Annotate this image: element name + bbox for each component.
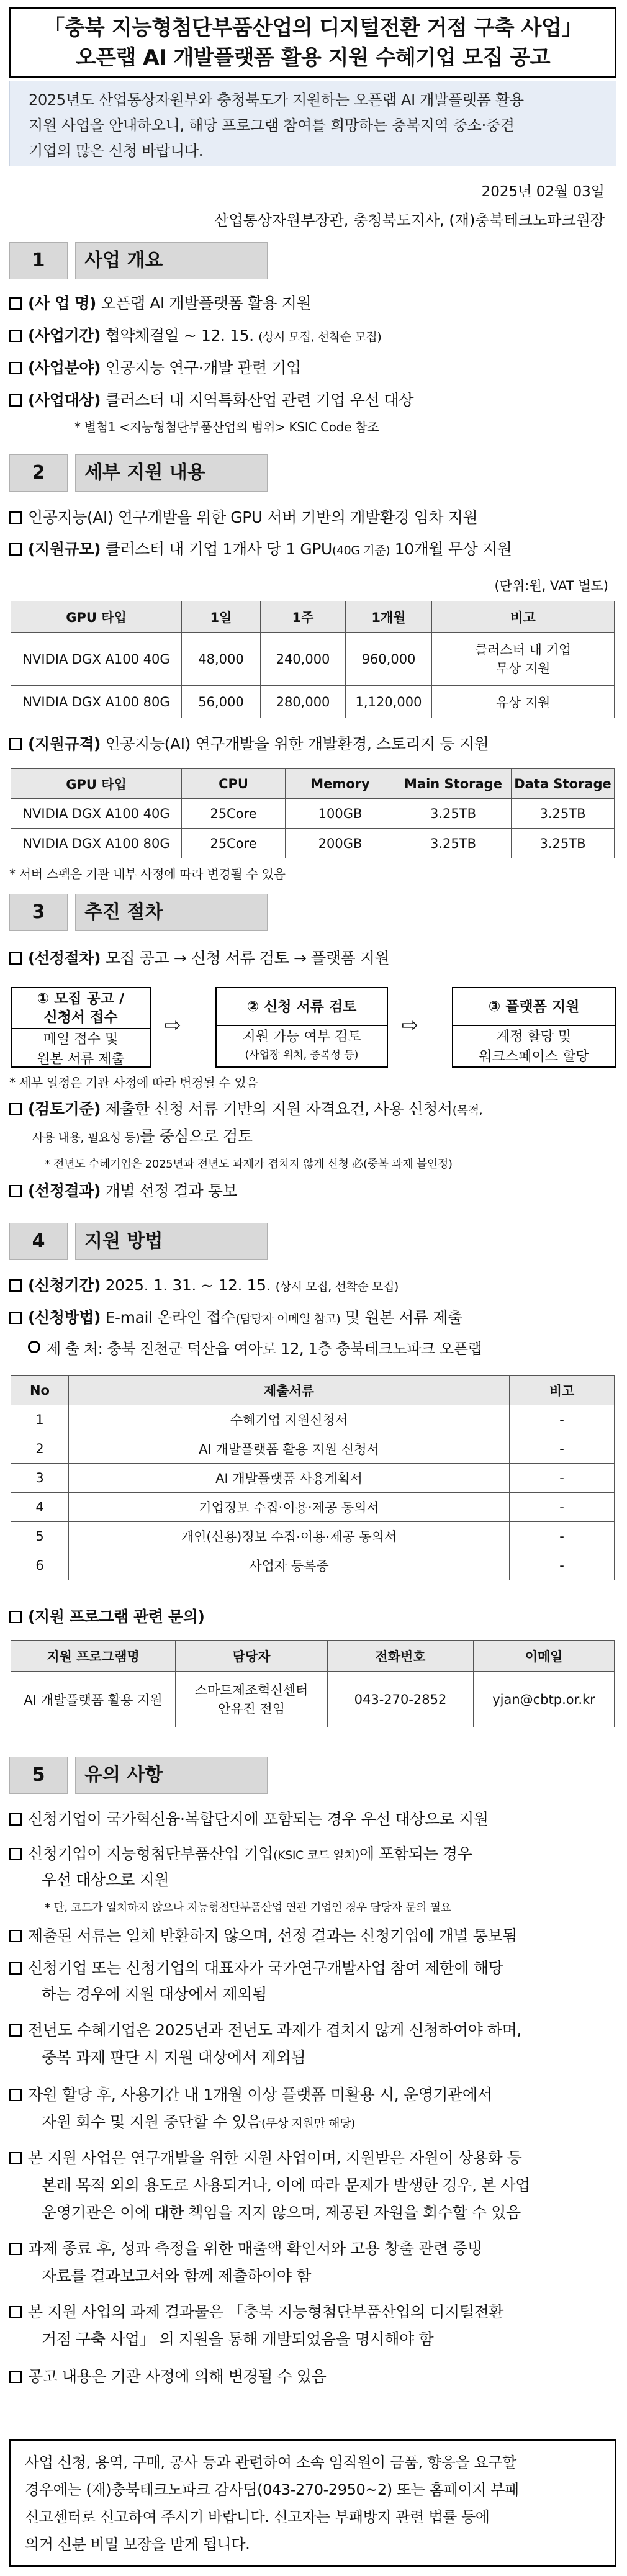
checkbox-bullet-icon [9, 1185, 22, 1197]
contact-table [11, 1640, 615, 1727]
process-result: (선정결과) 개별 선정 결과 통보 [9, 1179, 618, 1203]
spec-table [11, 768, 615, 858]
checkbox-bullet-icon [9, 2089, 22, 2101]
caution-item-cont: 우선 대상으로 지원 [42, 1871, 169, 1889]
section-number: 4 [9, 1223, 68, 1260]
intro-line: 기업의 많은 신청 바랍니다. [29, 142, 204, 160]
notice-date: 2025년 02월 03일 [481, 184, 605, 200]
method-period: (신청기간) 2025. 1. 31. ~ 12. 15. (상시 모집, 선착순 모집) [9, 1274, 618, 1299]
table-row: 2 AI 개발플랫폼 활용 지원 신청서 - [11, 1434, 615, 1464]
caution-item: 과제 종료 후, 성과 측정을 위한 매출액 확인서와 고용 창출 관련 증빙 [9, 2237, 618, 2261]
intro-line: 2025년도 산업통상자원부와 충청북도가 지원하는 오픈랩 AI 개발플랫폼 활용 [29, 91, 524, 109]
checkbox-bullet-icon [9, 2243, 22, 2255]
caution-item-cont: 거점 구축 사업」 의 지원을 통해 개발되었음을 명시해야 함 [42, 2330, 434, 2348]
flow-step-3: ③ 플랫폼 지원 계정 할당 및 워크스페이스 할당 [452, 987, 616, 1068]
checkbox-bullet-icon [9, 1962, 22, 1975]
checkbox-bullet-icon [9, 2024, 22, 2037]
process-note: * 세부 일정은 기관 사정에 따라 변경될 수 있음 [9, 1075, 258, 1090]
checkbox-bullet-icon [9, 1279, 22, 1292]
table-row: NVIDIA DGX A100 80G 56,000 280,000 1,120,000 유상 지원 [11, 686, 615, 718]
section-label: 지원 방법 [75, 1223, 268, 1260]
notice-issuer: 산업통상자원부장관, 충청북도지사, (재)충북테크노파크원장 [214, 212, 605, 229]
section-header-2 [9, 454, 616, 492]
table-row: 6 사업자 등록증 - [11, 1551, 615, 1580]
section-number: 5 [9, 1757, 68, 1794]
price-unit-note: (단위:원, VAT 별도) [494, 579, 608, 593]
caution-note: * 단, 코드가 일치하지 않으나 지능형첨단부품산업 연관 기업인 경우 담당자 문의 필요 [45, 1901, 451, 1914]
caution-item: 본 지원 사업은 연구개발을 위한 지원 사업이며, 지원받은 자원이 상용화 등 [9, 2146, 618, 2170]
detail-spec: (지원규격) 인공지능(AI) 연구개발을 위한 개발환경, 스토리지 등 지원 [9, 732, 618, 756]
table-row: 5 개인(신용)정보 수집·이용·제공 동의서 - [11, 1522, 615, 1551]
caution-item-cont: 자료를 결과보고서와 함께 제출하여야 함 [42, 2267, 311, 2285]
detail-line-1: 인공지능(AI) 연구개발을 위한 GPU 서버 기반의 개발환경 임차 지원 [9, 506, 618, 529]
caution-item-cont: 본래 목적 외의 용도로 사용되거나, 이에 따라 문제가 발생한 경우, 본 사업 [42, 2176, 530, 2194]
checkbox-bullet-icon [9, 1611, 22, 1623]
overview-name: (사 업 명) 오픈랩 AI 개발플랫폼 활용 지원 [9, 292, 618, 315]
overview-target: (사업대상) 클러스터 내 지역특화산업 관련 기업 우선 대상 [9, 389, 618, 412]
section-header-1 [9, 242, 616, 279]
intro-line: 지원 사업을 안내하오니, 해당 프로그램 참여를 희망하는 충북지역 중소·중견 [29, 117, 515, 134]
price-table-header: GPU 타입 1일 1주 1개월 비고 [11, 601, 615, 633]
contact-title: (지원 프로그램 관련 문의) [9, 1605, 618, 1629]
checkbox-bullet-icon [9, 511, 22, 524]
checkbox-bullet-icon [9, 362, 22, 374]
table-row: NVIDIA DGX A100 80G 25Core 200GB 3.25TB 3.25TB [11, 829, 615, 858]
checkbox-bullet-icon [9, 2306, 22, 2318]
section-number: 2 [9, 454, 68, 492]
caution-item: 공고 내용은 기관 사정에 의해 변경될 수 있음 [9, 2365, 618, 2389]
checkbox-bullet-icon [9, 1848, 22, 1860]
section-header-5 [9, 1757, 616, 1794]
overview-period: (사업기간) 협약체결일 ~ 12. 15. (상시 모집, 선착순 모집) [9, 324, 618, 349]
caution-item: 신청기업 또는 신청기업의 대표자가 국가연구개발사업 참여 제한에 해당 [9, 1957, 618, 1980]
flow-arrow-icon: ⇨ [165, 1013, 181, 1037]
section-label: 사업 개요 [75, 242, 268, 279]
detail-scale: (지원규모) 클러스터 내 기업 1개사 당 1 GPU(40G 기준) 10개월 무상 지원 [9, 538, 618, 562]
method-place: 제 출 처: 충북 진천군 덕산읍 여아로 12, 1층 충북테크노파크 오픈랩 [28, 1337, 618, 1361]
checkbox-bullet-icon [9, 543, 22, 556]
overview-target-note: * 별첨1 <지능형첨단부품산업의 범위> KSIC Code 참조 [74, 420, 379, 435]
caution-item: 신청기업이 지능형첨단부품산업 기업(KSIC 코드 일치)에 포함되는 경우 [9, 1842, 618, 1867]
checkbox-bullet-icon [9, 2371, 22, 2383]
document-table [11, 1375, 615, 1580]
checkbox-bullet-icon [9, 297, 22, 310]
intro-box [9, 81, 616, 166]
circle-bullet-icon [28, 1341, 40, 1353]
table-row: 4 기업정보 수집·이용·제공 동의서 - [11, 1493, 615, 1522]
contact-table-header: 지원 프로그램명 담당자 전화번호 이메일 [11, 1641, 615, 1672]
price-note-cell: 클러스터 내 기업 무상 지원 [432, 633, 615, 686]
table-row: 3 AI 개발플랫폼 사용계획서 - [11, 1464, 615, 1493]
caution-item: 신청기업이 국가혁신융·복합단지에 포함되는 경우 우선 대상으로 지원 [9, 1808, 618, 1831]
contact-email[interactable]: yjan@cbtp.or.kr [474, 1672, 615, 1727]
checkbox-bullet-icon [9, 952, 22, 965]
checkbox-bullet-icon [9, 738, 22, 750]
title-line-2: 오픈랩 AI 개발플랫폼 활용 지원 수혜기업 모집 공고 [75, 45, 551, 70]
caution-item-cont: 중복 과제 판단 시 지원 대상에서 제외됨 [42, 2048, 306, 2066]
caution-item-cont: 하는 경우에 지원 대상에서 제외됨 [42, 1985, 267, 2003]
document-table-header: No 제출서류 비고 [11, 1376, 615, 1405]
table-row: AI 개발플랫폼 활용 지원 스마트제조혁신센터 안유진 전임 043-270-2852 yjan@cbtp.or.kr [11, 1672, 615, 1727]
caution-item: 전년도 수혜기업은 2025년과 전년도 과제가 겹치지 않게 신청하여야 하며, [9, 2019, 618, 2042]
caution-item-cont: 운영기관은 이에 대한 책임을 지지 않으며, 제공된 자원을 회수할 수 있음 [42, 2204, 521, 2222]
flow-arrow-icon: ⇨ [402, 1013, 418, 1037]
process-review-note: * 전년도 수혜기업은 2025년과 전년도 과제가 겹치지 않게 신청 必(중복 과제 불인정) [45, 1158, 453, 1171]
section-label: 세부 지원 내용 [75, 454, 268, 492]
checkbox-bullet-icon [9, 1930, 22, 1942]
notice-title-box [9, 7, 616, 78]
process-review: (검토기준) 제출한 신청 서류 기반의 지원 자격요건, 사용 신청서(목적, [9, 1097, 618, 1122]
caution-item-cont: 자원 회수 및 지원 중단할 수 있음(무상 지원만 해당) [42, 2113, 356, 2131]
checkbox-bullet-icon [9, 1312, 22, 1324]
checkbox-bullet-icon [9, 2152, 22, 2164]
checkbox-bullet-icon [9, 330, 22, 342]
flow-step-2: ② 신청 서류 검토 지원 가능 여부 검토 (사업장 위치, 중복성 등) [215, 987, 388, 1068]
caution-item: 자원 할당 후, 사용기간 내 1개월 이상 플랫폼 미활용 시, 운영기관에서 [9, 2083, 618, 2107]
spec-table-header: GPU 타입 CPU Memory Main Storage Data Storage [11, 769, 615, 799]
process-review-cont: 사용 내용, 필요성 등)를 중심으로 검토 [32, 1127, 253, 1145]
section-header-3 [9, 894, 616, 931]
flow-step-1: ① 모집 공고 / 신청서 접수 메일 접수 및 원본 서류 제출 [11, 987, 151, 1068]
caution-item: 제출된 서류는 일체 반환하지 않으며, 선정 결과는 신청기업에 개별 통보됨 [9, 1924, 618, 1948]
caution-item: 본 지원 사업의 과제 결과물은 「충북 지능형첨단부품산업의 디지털전환 [9, 2300, 618, 2324]
spec-note: * 서버 스펙은 기관 내부 사정에 따라 변경될 수 있음 [9, 867, 286, 881]
table-row: NVIDIA DGX A100 40G 48,000 240,000 960,000 클러스터 내 기업 무상 지원 [11, 633, 615, 686]
overview-field: (사업분야) 인공지능 연구·개발 관련 기업 [9, 356, 618, 380]
anti-corruption-notice: 사업 신청, 용역, 구매, 공사 등과 관련하여 소속 임직원이 금품, 향응을 요구할 경우에는 (재)충북테크노파크 감사팀(043-270-2950~2) 또는 홈페이지 부패 신고센터로 신고하여 주시기 바랍니다. 신고자는 부패방지 관련 법률 등에 의거 신분 비밀 보장을 받게 됩니다. [9, 2439, 616, 2567]
process-step: (선정절차) 모집 공고 → 신청 서류 검토 → 플랫폼 지원 [9, 947, 618, 970]
table-row: NVIDIA DGX A100 40G 25Core 100GB 3.25TB 3.25TB [11, 799, 615, 829]
checkbox-bullet-icon [9, 1813, 22, 1826]
section-number: 3 [9, 894, 68, 931]
method-way: (신청방법) E-mail 온라인 접수(담당자 이메일 참고) 및 원본 서류 제출 [9, 1306, 618, 1331]
title-line-1: 「충북 지능형첨단부품산업의 디지털전환 거점 구축 사업」 [43, 16, 582, 40]
price-table [11, 601, 615, 718]
checkbox-bullet-icon [9, 1103, 22, 1115]
section-header-4 [9, 1223, 616, 1260]
table-row: 1 수혜기업 지원신청서 - [11, 1405, 615, 1434]
section-label: 유의 사항 [75, 1757, 268, 1794]
checkbox-bullet-icon [9, 394, 22, 407]
section-number: 1 [9, 242, 68, 279]
section-label: 추진 절차 [75, 894, 268, 931]
